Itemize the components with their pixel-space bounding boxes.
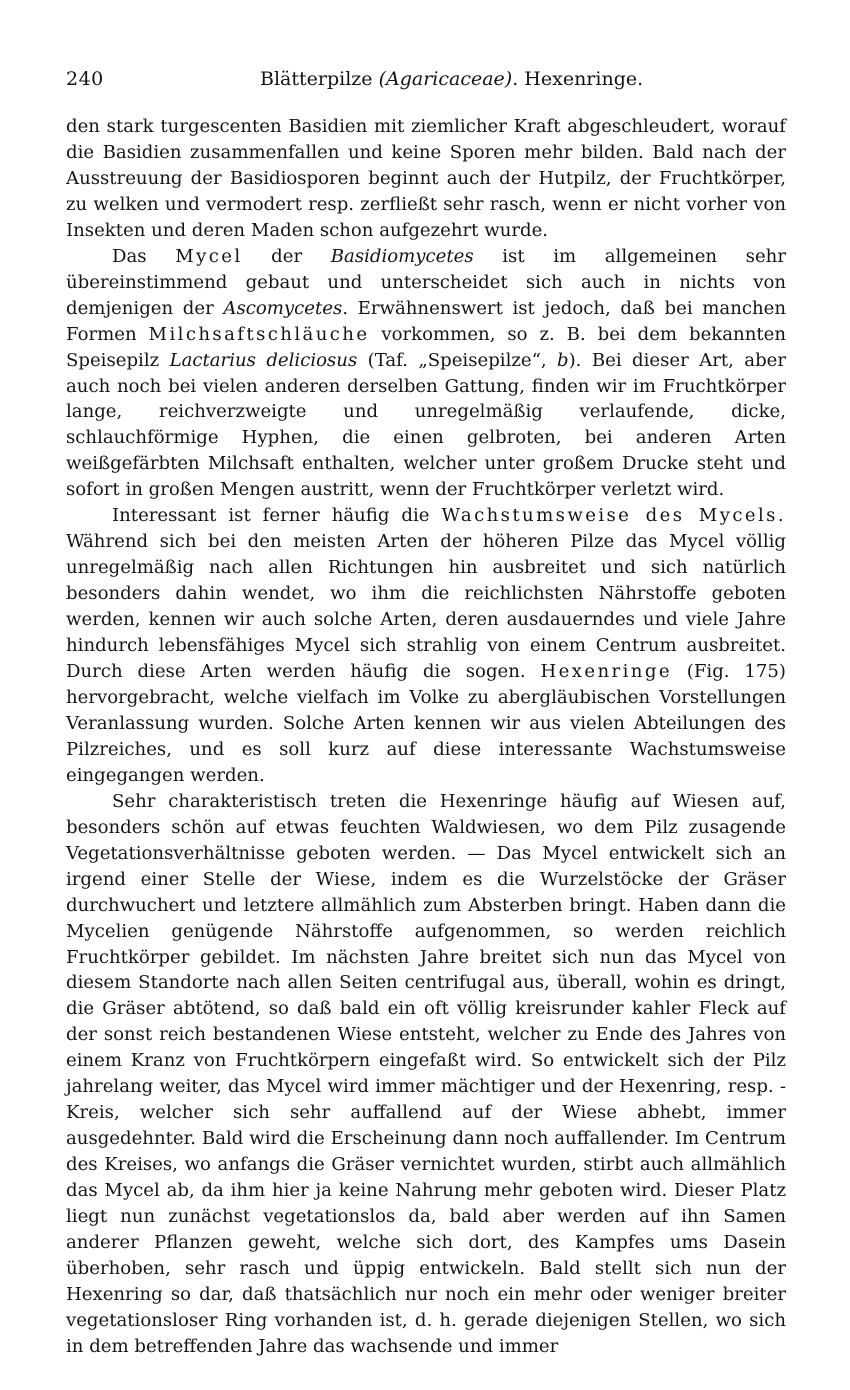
paragraph-4-text: Sehr charakteristisch treten die Hexenringe häufig auf Wiesen auf, besonders schön auf etwas feuchten Waldwiesen, wo dem Pilz zusagende Vegetationsverhältnisse geboten werden. — Das Mycel entwickelt sich an irgend einer Stelle der Wiese, indem es die Wurzelstöcke der Gräser durchwuchert und letztere allmählich zum Absterben bringt. Haben dann die Mycelien genügende Nährstoffe aufgenommen, so werden reichlich Fruchtkörper gebildet. Im nächsten Jahre breitet sich nun das Mycel von diesem Standorte nach allen Seiten centrifugal aus, überall, wohin es dringt, die Gräser abtötend, so daß bald ein oft völlig kreisrunder kahler Fleck auf der sonst reich bestandenen Wiese entsteht, welcher zu Ende des Jahres von einem Kranz von Fruchtkörpern eingefaßt wird. So entwickelt sich der Pilz jahrelang weiter, das Mycel wird immer mächtiger und der Hexenring, resp. -Kreis, welcher sich sehr auffallend auf der Wiese abhebt, immer ausgedehnter. Bald wird die Erscheinung dann noch auffallender. Im Centrum des Kreises, wo anfangs die Gräser vernichtet wurden, stirbt auch allmählich das Mycel ab, da ihm hier ja keine Nahrung mehr geboten wird. Dieser Platz liegt nun zunächst vegetationslos da, bald aber werden auf ihn Samen anderer Pflanzen geweht, welche sich dort, des Kampfes ums Dasein überhoben, sehr rasch und üppig entwickeln. Bald stellt sich nun der Hexenring so dar, daß thatsächlich nur noch ein mehr oder weniger breiter vegetationsloser Ring vorhanden ist, d. h. gerade diejenigen Stellen, wo sich in dem betreffenden Jahre das wachsende und immer [66, 790, 786, 1357]
paragraph-3 [66, 503, 786, 788]
paragraph-3-part-3: Während sich bei den meisten Arten der höheren Pilze das Mycel völlig unregelmäßig nach allen Richtungen hin ausbreitet und sich natürlich besonders dahin wendet, wo ihm die reichlichsten Nährstoffe geboten werden, kennen wir auch solche Arten, deren ausdauerndes und viele Jahre hindurch lebensfähiges Mycel sich strahlig von einem Centrum ausbreitet. Durch diese Arten werden häufig die sogen. [66, 531, 786, 683]
paragraph-2-part-1: Das [112, 245, 176, 267]
paragraph-2-part-3: der [242, 245, 331, 267]
emphasis-milchsaftschlaeuche: Milchsaftschläuche [148, 323, 370, 345]
emphasis-mycel: Mycel [175, 245, 243, 267]
paragraph-2-part-11: (Taf. „Speisepilze“, [357, 349, 558, 371]
page-number: 240 [66, 68, 104, 90]
body-text [66, 114, 786, 1360]
paragraph-2-part-7: Erwähnenswert ist jedoch, daß bei manchen Formen [66, 297, 786, 345]
paragraph-3-part-1: Interessant ist ferner häufig die [112, 505, 442, 527]
running-head-topic: Hexenringe. [518, 68, 644, 90]
paragraph-3-part-5: (Fig. 175) hervorgebracht, welche vielfach im Volke zu abergläubischen Vorstellungen Veranlassung wurden. Solche Arten kennen wir aus vielen Abteilungen des Pilzreiches, und es soll kurz auf diese interessante Wachstumsweise eingegangen werden. [66, 661, 786, 786]
paragraph-1 [66, 114, 786, 244]
running-head-latin: (Agaricaceae). [378, 68, 519, 90]
page-header [66, 64, 786, 94]
paragraph-2 [66, 244, 786, 504]
paragraph-2-part-5: ist im allgemeinen sehr übereinstimmend gebaut und unterscheidet sich auch in nichts von demjenigen der [66, 245, 786, 319]
latin-lactarius-deliciosus: Lactarius deliciosus [169, 349, 358, 371]
paragraph-4 [66, 789, 786, 1360]
emphasis-wachstumsweise: Wachstumsweise des Mycels. [441, 505, 787, 527]
latin-ascomycetes: Ascomycetes. [223, 297, 348, 319]
emphasis-hexenringe: Hexenringe [540, 661, 672, 683]
paragraph-1-text: den stark turgescenten Basidien mit ziemlicher Kraft abgeschleudert, worauf die Basidien zusammenfallen und keine Sporen mehr bilden. Bald nach der Ausstreuung der Basidiosporen beginnt auch der Hutpilz, der Fruchtkörper, zu welken und vermodert resp. zerfließt sehr rasch, wenn er nicht vorher von Insekten und deren Maden schon aufgezehrt wurde. [66, 116, 786, 241]
running-head [260, 64, 643, 94]
paragraph-2-part-13: ). Bei dieser Art, aber auch noch bei vielen anderen derselben Gattung, finden wir im Fruchtkörper lange, reichverzweigte und unregelmäßig verlaufende, dicke, schlauchförmige Hyphen, die einen gelbroten, bei anderen Arten weißgefärbten Milchsaft enthalten, welcher unter großem Drucke steht und sofort in großen Mengen austritt, wenn der Fruchtkörper verletzt wird. [66, 349, 787, 501]
running-head-title: Blätterpilze [260, 68, 379, 90]
latin-basidiomycetes: Basidiomycetes [330, 245, 474, 267]
plate-letter-b: b [557, 349, 569, 371]
paragraph-2-part-9: vorkommen, so z. B. bei dem bekannten Speisepilz [66, 323, 786, 371]
